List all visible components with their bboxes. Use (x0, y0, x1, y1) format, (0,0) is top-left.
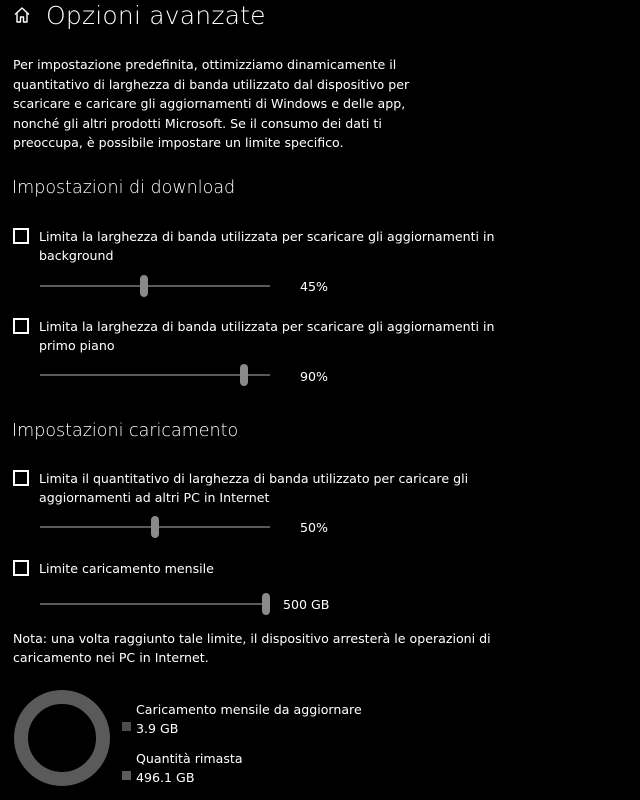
download-background-checkbox[interactable] (13, 228, 29, 244)
download-background-slider[interactable] (40, 275, 270, 297)
upload-bandwidth-checkbox[interactable] (13, 470, 29, 486)
slider-track (40, 374, 270, 376)
monthly-upload-slider[interactable] (40, 593, 270, 615)
legend-updated-value: 3.9 GB (136, 721, 179, 736)
legend-remaining-label: Quantità rimasta (136, 751, 243, 766)
page-title: Opzioni avanzate (46, 0, 266, 30)
monthly-upload-checkbox[interactable] (13, 560, 29, 576)
slider-track (40, 603, 270, 605)
slider-thumb[interactable] (240, 364, 248, 386)
slider-thumb[interactable] (262, 593, 270, 615)
legend-remaining-swatch (122, 771, 131, 780)
legend-remaining-value: 496.1 GB (136, 770, 195, 785)
upload-section-title: Impostazioni caricamento (12, 421, 239, 441)
slider-thumb[interactable] (140, 275, 148, 297)
slider-thumb[interactable] (151, 516, 159, 538)
page-header (12, 0, 266, 30)
download-foreground-slider[interactable] (40, 364, 270, 386)
upload-bandwidth-slider[interactable] (40, 516, 270, 538)
usage-donut-ring (21, 697, 103, 779)
legend-updated-label: Caricamento mensile da aggiornare (136, 702, 362, 717)
legend-updated-swatch (122, 722, 131, 731)
monthly-upload-value: 500 GB (283, 597, 330, 612)
download-foreground-value: 90% (300, 369, 328, 384)
download-section-title: Impostazioni di download (12, 178, 236, 198)
monthly-upload-label: Limite caricamento mensile (39, 561, 214, 576)
home-icon[interactable] (12, 5, 32, 25)
download-foreground-option[interactable] (13, 317, 533, 355)
download-foreground-label: Limita la larghezza di banda utilizzata per scaricare gli aggiornamenti in primo piano (39, 319, 495, 353)
download-background-label: Limita la larghezza di banda utilizzata per scaricare gli aggiornamenti in background (39, 229, 495, 263)
upload-limit-note: Nota: una volta raggiunto tale limite, il dispositivo arresterà le operazioni di caricamento nei PC in Internet. (13, 631, 491, 665)
upload-bandwidth-option[interactable] (13, 469, 483, 507)
download-background-value: 45% (300, 279, 328, 294)
download-background-option[interactable] (13, 227, 503, 265)
upload-bandwidth-label: Limita il quantitativo di larghezza di banda utilizzato per caricare gli aggiornamenti ad altri PC in Internet (39, 471, 469, 505)
monthly-upload-option[interactable] (13, 559, 313, 578)
download-foreground-checkbox[interactable] (13, 318, 29, 334)
usage-donut (12, 688, 112, 788)
upload-bandwidth-value: 50% (300, 520, 328, 535)
intro-text: Per impostazione predefinita, ottimizziamo dinamicamente il quantitativo di larghezza di banda utilizzato dal dispositivo per scaricare e caricare gli aggiornamenti di Windows e delle app, nonché gli altri prodotti Microsoft. Se il consumo dei dati ti preoccupa, è possibile impostare un limite specifico. (13, 57, 410, 150)
slider-track (40, 285, 270, 287)
